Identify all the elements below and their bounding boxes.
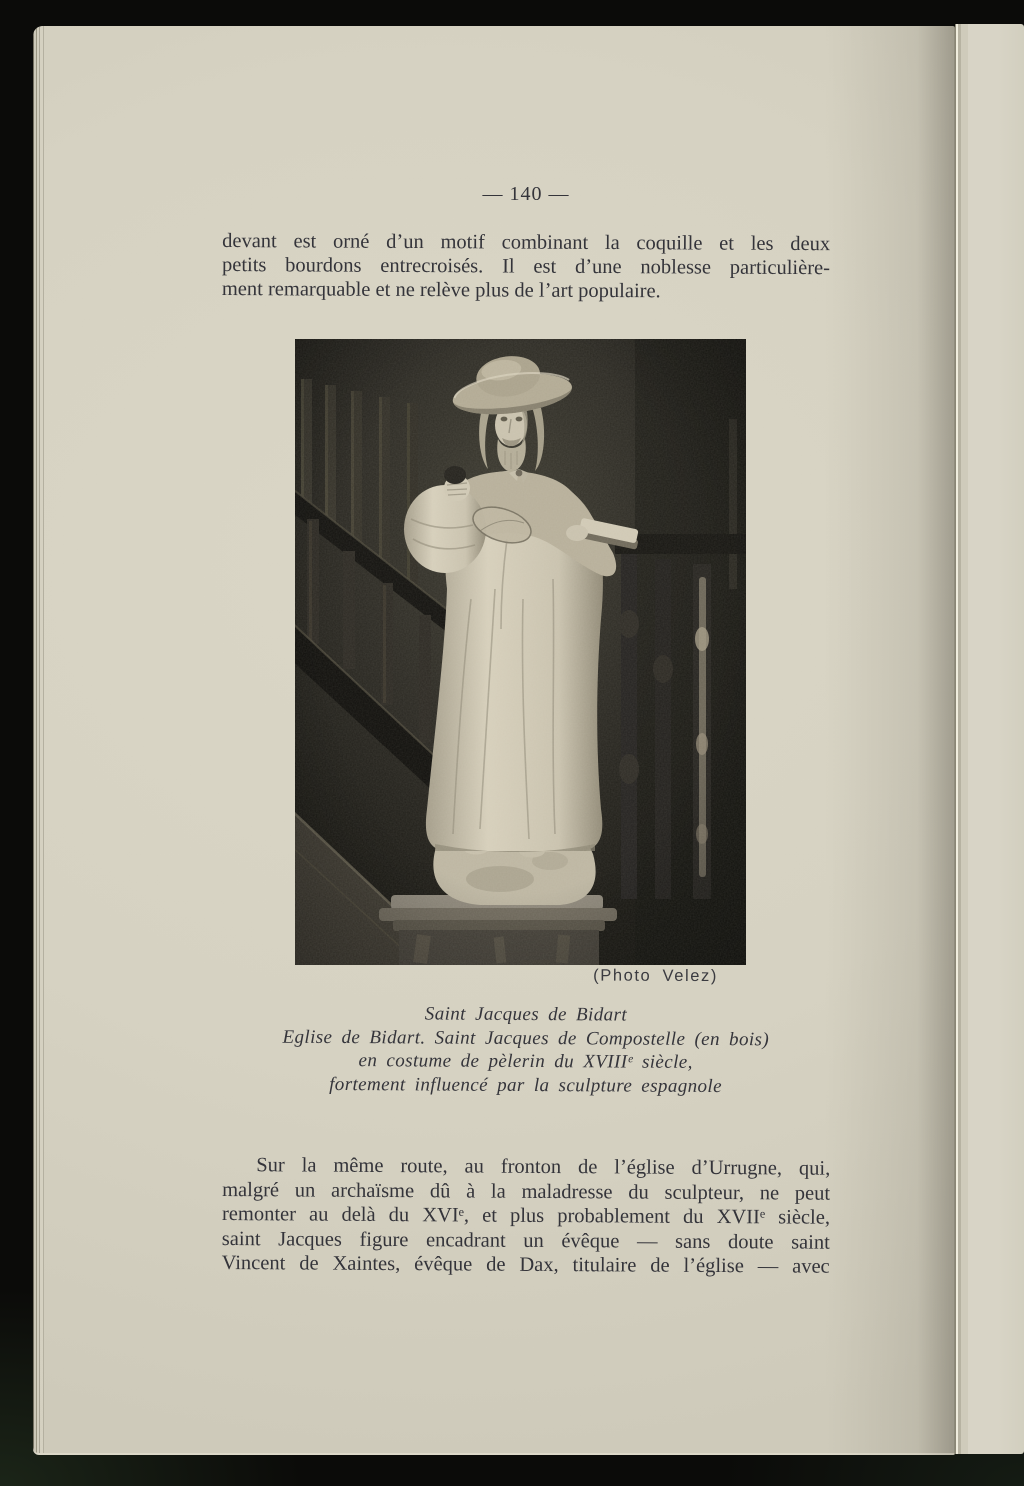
paragraph-line: remonter au delà du XVIᵉ, et plus probablement du XVIIᵉ siècle, [221, 1203, 831, 1229]
paragraph-line: Vincent de Xaintes, évêque de Dax, titulaire de l’église — avec [221, 1251, 830, 1278]
photo-credit: (Photo Velez) [593, 966, 719, 986]
caption-line: en costume de pèlerin du XVIIIᵉ siècle, [358, 1050, 693, 1073]
page-stack-edges [33, 26, 50, 1453]
book-right-page-edge [955, 24, 1024, 1454]
statue-photograph [295, 339, 746, 965]
paragraph-line: devant est orné d’un motif combinant la coquille et les deux [222, 230, 831, 256]
paragraph-line: malgré un archaïsme dû à la maladresse du sculpteur, ne peut [222, 1178, 831, 1205]
statue-photo-illustration [295, 339, 746, 965]
paragraph-top [222, 229, 830, 304]
paragraph-line: Sur la même route, au fronton de l’église d’Urrugne, qui, [256, 1154, 831, 1180]
caption-line: Eglise de Bidart. Saint Jacques de Compostelle (en bois) [282, 1026, 770, 1050]
caption-line: fortement influencé par la sculpture espagnole [329, 1073, 723, 1097]
paragraph-line: petits bourdons entrecroisés. Il est d’une noblesse particulière- [221, 254, 831, 280]
paragraph-line: saint Jacques figure encadrant un évêque — sans doute saint [221, 1227, 830, 1254]
page-number: — 140 — [482, 183, 570, 205]
paragraph-bottom [222, 1153, 831, 1279]
caption-line: Saint Jacques de Bidart [424, 1003, 628, 1026]
photo-caption [222, 1001, 830, 1098]
book-left-page [33, 26, 955, 1455]
paragraph-line: ment remarquable et ne relève plus de l’art populaire. [221, 277, 661, 303]
